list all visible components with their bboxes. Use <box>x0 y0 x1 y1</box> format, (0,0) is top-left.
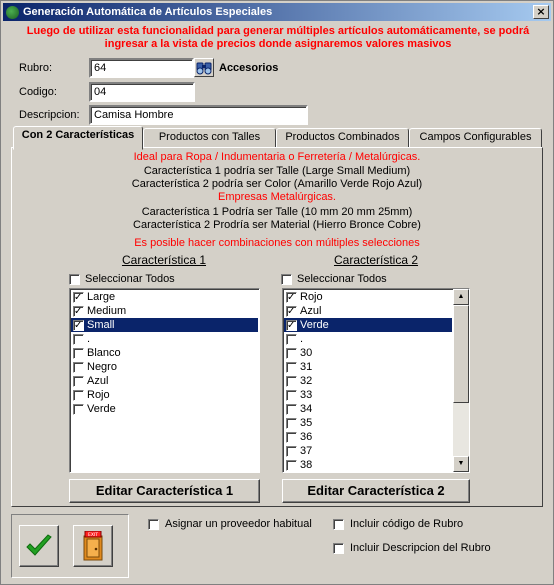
list-item-label: 33 <box>300 389 313 401</box>
list-item-checkbox[interactable] <box>73 320 84 331</box>
scroll-thumb[interactable] <box>453 305 469 403</box>
list-item[interactable] <box>284 458 452 472</box>
list-item[interactable] <box>71 290 258 304</box>
descripcion-rubro-checkbox[interactable] <box>333 543 344 554</box>
info-line-4: Empresas Metalúrgicas. <box>218 191 336 203</box>
list-item-label: 32 <box>300 375 313 387</box>
close-button[interactable]: × <box>533 5 549 19</box>
info-line-5: Característica 1 Podría ser Talle (10 mm 20 mm 25mm) <box>141 206 413 218</box>
list-item-checkbox[interactable] <box>286 362 297 373</box>
list-item-label: Small <box>87 319 115 331</box>
list-item-checkbox[interactable] <box>73 292 84 303</box>
codigo-label: Codigo: <box>19 86 57 98</box>
codigo-input[interactable]: 04 <box>89 82 195 102</box>
checkmark-icon <box>24 533 54 559</box>
list-item-checkbox[interactable] <box>286 432 297 443</box>
list-item-label: Verde <box>300 319 329 331</box>
list-item-checkbox[interactable] <box>286 320 297 331</box>
info-line-3: Característica 2 podría ser Color (Amarillo Verde Rojo Azul) <box>131 178 423 190</box>
list-item-checkbox[interactable] <box>73 334 84 345</box>
list-item-checkbox[interactable] <box>73 348 84 359</box>
char2-select-all[interactable] <box>281 273 387 285</box>
scroll-up-icon[interactable]: ▲ <box>453 289 469 305</box>
list-item[interactable] <box>284 318 452 332</box>
char2-heading: Característica 2 <box>333 253 419 267</box>
char1-select-all-checkbox[interactable] <box>69 274 80 285</box>
list-item-label: 30 <box>300 347 313 359</box>
char1-heading: Característica 1 <box>121 253 207 267</box>
list-item-label: Azul <box>87 375 109 387</box>
list-item[interactable] <box>284 346 452 360</box>
title-bar[interactable] <box>3 3 551 21</box>
notice-text <box>11 25 545 51</box>
char1-select-all[interactable] <box>69 273 175 285</box>
list-item-label: 36 <box>300 431 313 443</box>
list-item[interactable] <box>71 346 258 360</box>
list-item-checkbox[interactable] <box>73 306 84 317</box>
tab-productos-combinados[interactable]: Productos Combinados <box>276 128 409 148</box>
char2-scrollbar[interactable] <box>453 289 469 472</box>
list-item[interactable] <box>284 388 452 402</box>
list-item-label: Medium <box>87 305 127 317</box>
char1-select-all-label: Seleccionar Todos <box>85 273 175 285</box>
char1-list[interactable] <box>69 288 260 473</box>
tab-con-2-caracteristicas[interactable]: Con 2 Características <box>13 126 143 150</box>
tab-campos-configurables[interactable]: Campos Configurables <box>409 128 542 148</box>
exit-door-icon <box>81 531 105 561</box>
list-item[interactable] <box>284 360 452 374</box>
notice-line-2: ingresar a la vista de precios donde asignaremos valores masivos <box>104 38 452 50</box>
list-item-label: 34 <box>300 403 313 415</box>
descripcion-rubro-label: Incluir Descripcion del Rubro <box>350 542 491 554</box>
list-item-label: Rojo <box>87 389 110 401</box>
list-item-checkbox[interactable] <box>286 334 297 345</box>
list-item[interactable] <box>284 430 452 444</box>
info-line-2: Característica 1 podría ser Talle (Large Small Medium) <box>143 165 411 177</box>
list-item-checkbox[interactable] <box>286 376 297 387</box>
opt-proveedor[interactable] <box>148 518 312 530</box>
list-item-checkbox[interactable] <box>286 348 297 359</box>
edit-char2-button[interactable]: Editar Característica 2 <box>282 479 470 503</box>
opt-codigo-rubro[interactable] <box>333 518 463 530</box>
list-item[interactable] <box>71 318 258 332</box>
exit-text: EXIT <box>87 533 99 538</box>
list-item-checkbox[interactable] <box>73 362 84 373</box>
char2-select-all-checkbox[interactable] <box>281 274 292 285</box>
list-item-checkbox[interactable] <box>286 292 297 303</box>
list-item-checkbox[interactable] <box>73 376 84 387</box>
codigo-rubro-checkbox[interactable] <box>333 519 344 530</box>
list-item-label: 31 <box>300 361 313 373</box>
list-item-checkbox[interactable] <box>286 390 297 401</box>
list-item-label: Azul <box>300 305 322 317</box>
info-line-1: Ideal para Ropa / Indumentaria o Ferretería / Metalúrgicas. <box>133 151 421 163</box>
char2-list[interactable] <box>282 288 470 473</box>
opt-descripcion-rubro[interactable] <box>333 542 491 554</box>
char2-select-all-label: Seleccionar Todos <box>297 273 387 285</box>
char2-items <box>284 290 452 472</box>
list-item[interactable] <box>71 332 258 346</box>
lookup-button[interactable] <box>194 58 214 77</box>
list-item-label: 38 <box>300 459 313 471</box>
list-item-checkbox[interactable] <box>286 404 297 415</box>
binoculars-icon <box>196 61 212 75</box>
list-item-checkbox[interactable] <box>286 418 297 429</box>
list-item-label: 35 <box>300 417 313 429</box>
list-item-checkbox[interactable] <box>73 390 84 401</box>
list-item-label: Rojo <box>300 291 323 303</box>
proveedor-label: Asignar un proveedor habitual <box>165 518 312 530</box>
char1-items <box>71 290 258 416</box>
exit-button[interactable] <box>73 525 113 567</box>
notice-line-1: Luego de utilizar esta funcionalidad para generar múltiples artículos automáticamente, se podrá <box>26 25 530 37</box>
edit-char1-button[interactable]: Editar Característica 1 <box>69 479 260 503</box>
ok-button[interactable] <box>19 525 59 567</box>
list-item[interactable] <box>284 290 452 304</box>
rubro-name: Accesorios <box>219 62 279 74</box>
list-item[interactable] <box>71 374 258 388</box>
list-item-checkbox[interactable] <box>73 404 84 415</box>
list-item-label: Large <box>87 291 116 303</box>
descripcion-label: Descripcion: <box>19 109 80 121</box>
list-item[interactable] <box>71 388 258 402</box>
list-item-label: Blanco <box>87 347 121 359</box>
list-item[interactable] <box>284 444 452 458</box>
list-item[interactable] <box>284 304 452 318</box>
info-line-7: Es posible hacer combinaciones con múltiples selecciones <box>134 237 420 249</box>
list-item-checkbox[interactable] <box>286 460 297 471</box>
list-item[interactable] <box>71 402 258 416</box>
list-item[interactable] <box>284 416 452 430</box>
list-item-label: . <box>87 333 91 345</box>
list-item-label: Negro <box>87 361 117 373</box>
list-item[interactable] <box>284 374 452 388</box>
codigo-rubro-label: Incluir código de Rubro <box>350 518 464 530</box>
info-line-6: Característica 2 Prodría ser Material (Hierro Bronce Cobre) <box>133 219 421 231</box>
app-icon <box>6 6 19 19</box>
rubro-input[interactable]: 64 <box>89 58 194 78</box>
list-item-checkbox[interactable] <box>286 446 297 457</box>
list-item-checkbox[interactable] <box>286 306 297 317</box>
list-item[interactable] <box>284 332 452 346</box>
list-item[interactable] <box>71 304 258 318</box>
list-item-label: Verde <box>87 403 116 415</box>
rubro-label: Rubro: <box>19 62 53 74</box>
list-item-label: 37 <box>300 445 313 457</box>
tab-productos-con-talles[interactable]: Productos con Talles <box>143 128 276 148</box>
list-item[interactable] <box>71 360 258 374</box>
proveedor-checkbox[interactable] <box>148 519 159 530</box>
list-item[interactable] <box>284 402 452 416</box>
list-item-label: . <box>300 333 304 345</box>
scroll-down-icon[interactable]: ▼ <box>453 456 469 472</box>
window-title: Generación Automática de Artículos Especiales <box>23 6 273 18</box>
descripcion-input[interactable]: Camisa Hombre <box>89 105 308 125</box>
